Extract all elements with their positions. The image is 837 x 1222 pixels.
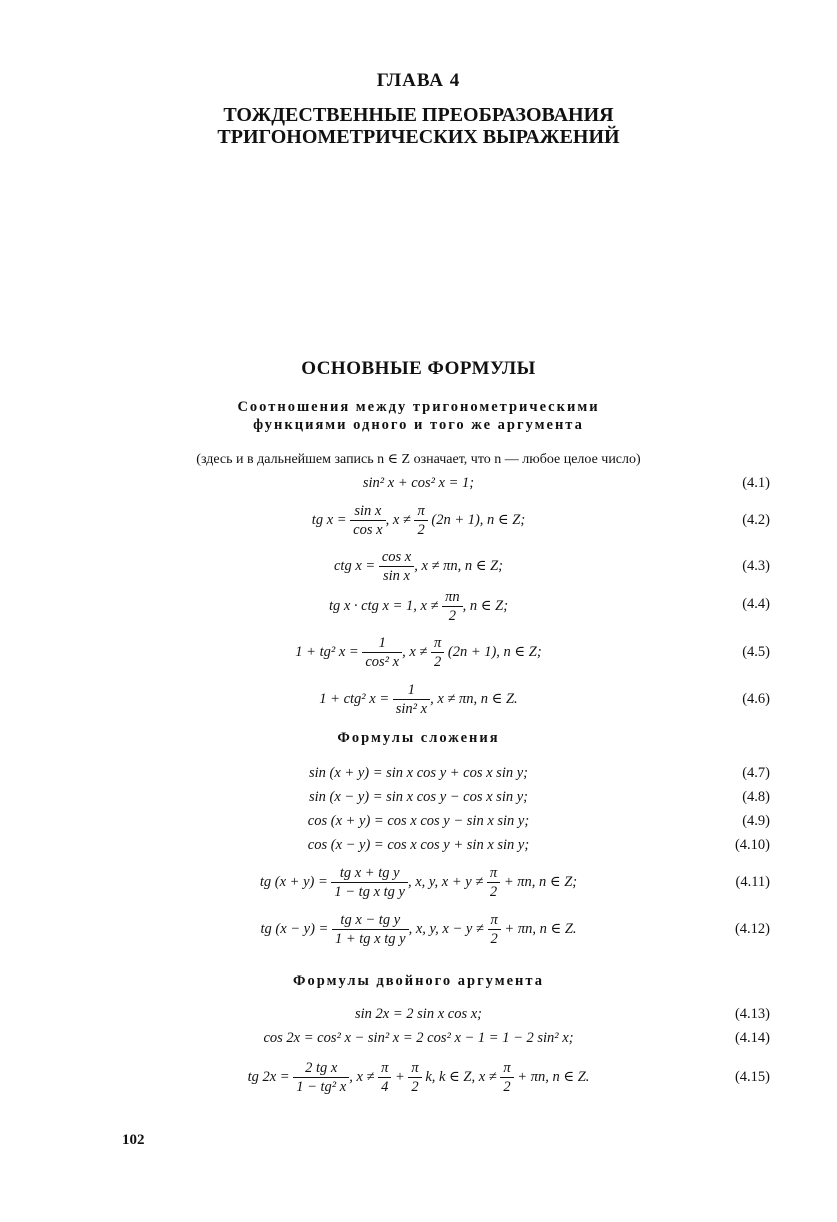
formula-4-2: tg x = $\frac{\text{sin x}}{\text{cos x}}$ , x ≠ $\frac{\pi}{2}$ (2n + 1), n ∈ Z; [311, 503, 526, 538]
subsection-heading-1a: Соотношения между тригонометрическими [237, 399, 600, 415]
equation-number: (4.1) [742, 475, 770, 491]
formula-4-6: 1 + ctg² x = $\frac{1}{\text{sin² x}}$ , x ≠ πn, n ∈ Z. [319, 682, 518, 717]
chapter-heading: ГЛАВА 4 [376, 70, 461, 91]
equation-number: (4.2) [742, 512, 770, 528]
chapter-title-line2: ТРИГОНОМЕТРИЧЕСКИХ ВЫРАЖЕНИЙ [217, 126, 620, 148]
note-text: (здесь и в дальнейшем запись n ∈ Z означает, что n — любое целое число) [196, 452, 641, 467]
formula-4-11: tg (x + y) = $\frac{\text{tg x + tg y}}{\text{1 − tg x tg y}}$ , x, y, x + y ≠ $\frac{\pi}{2}$ + πn, n ∈ Z; [259, 865, 578, 900]
equation-number: (4.8) [742, 789, 770, 805]
section-heading: ОСНОВНЫЕ ФОРМУЛЫ [301, 358, 536, 379]
equation-number: (4.9) [742, 813, 770, 829]
formula-4-1: sin² x + cos² x = 1; [362, 475, 475, 491]
chapter-title-line1: ТОЖДЕСТВЕННЫЕ ПРЕОБРАЗОВАНИЯ [223, 104, 614, 126]
equation-number: (4.3) [742, 558, 770, 574]
equation-number: (4.13) [734, 1006, 770, 1022]
formula-4-7: sin (x + y) = sin x cos y + cos x sin y; [308, 765, 528, 781]
formula-4-8: sin (x − y) = sin x cos y − cos x sin y; [308, 789, 528, 805]
equation-number: (4.7) [742, 765, 770, 781]
equation-number: (4.10) [734, 837, 770, 853]
formula-4-9: cos (x + y) = cos x cos y − sin x sin y; [307, 813, 530, 829]
formula-4-13: sin 2x = 2 sin x cos x; [355, 1006, 482, 1022]
formula-4-5: 1 + tg² x = $\frac{1}{\text{cos² x}}$ , x ≠ $\frac{\pi}{2}$ (2n + 1), n ∈ Z; [295, 635, 542, 670]
equation-number: (4.5) [742, 644, 770, 660]
formula-4-3: ctg x = $\frac{\text{cos x}}{\text{sin x}}$ , x ≠ πn, n ∈ Z; [334, 549, 503, 584]
page-number: 102 [122, 1132, 145, 1148]
equation-number: (4.4) [742, 596, 770, 612]
equation-number: (4.6) [742, 691, 770, 707]
equation-number: (4.12) [734, 921, 770, 937]
subsection-heading-2: Формулы сложения [337, 730, 500, 746]
formula-4-15: tg 2x = $\frac{\text{2 tg x}}{\text{1 − tg² x}}$ , x ≠ $\frac{\pi}{4}$ + $\frac{\pi}{2}$ k, k ∈ Z, x ≠ $\frac{\pi}{2}$ + πn, n ∈ Z. [247, 1060, 590, 1095]
subsection-heading-1b: функциями одного и того же аргумента [253, 417, 584, 433]
formula-4-10: cos (x − y) = cos x cos y + sin x sin y; [307, 837, 530, 853]
formula-4-14: cos 2x = cos² x − sin² x = 2 cos² x − 1 = 1 − 2 sin² x; [263, 1030, 574, 1046]
equation-number: (4.11) [735, 874, 770, 890]
equation-number: (4.14) [734, 1030, 770, 1046]
formula-4-4: tg x · ctg x = 1, x ≠ $\frac{\pi n}{2}$ , n ∈ Z; [328, 589, 509, 624]
formula-4-12: tg (x − y) = $\frac{\text{tg x − tg y}}{\text{1 + tg x tg y}}$ , x, y, x − y ≠ $\frac{\pi}{2}$ + πn, n ∈ Z. [260, 912, 577, 947]
subsection-heading-3: Формулы двойного аргумента [293, 973, 544, 989]
equation-number: (4.15) [734, 1069, 770, 1085]
